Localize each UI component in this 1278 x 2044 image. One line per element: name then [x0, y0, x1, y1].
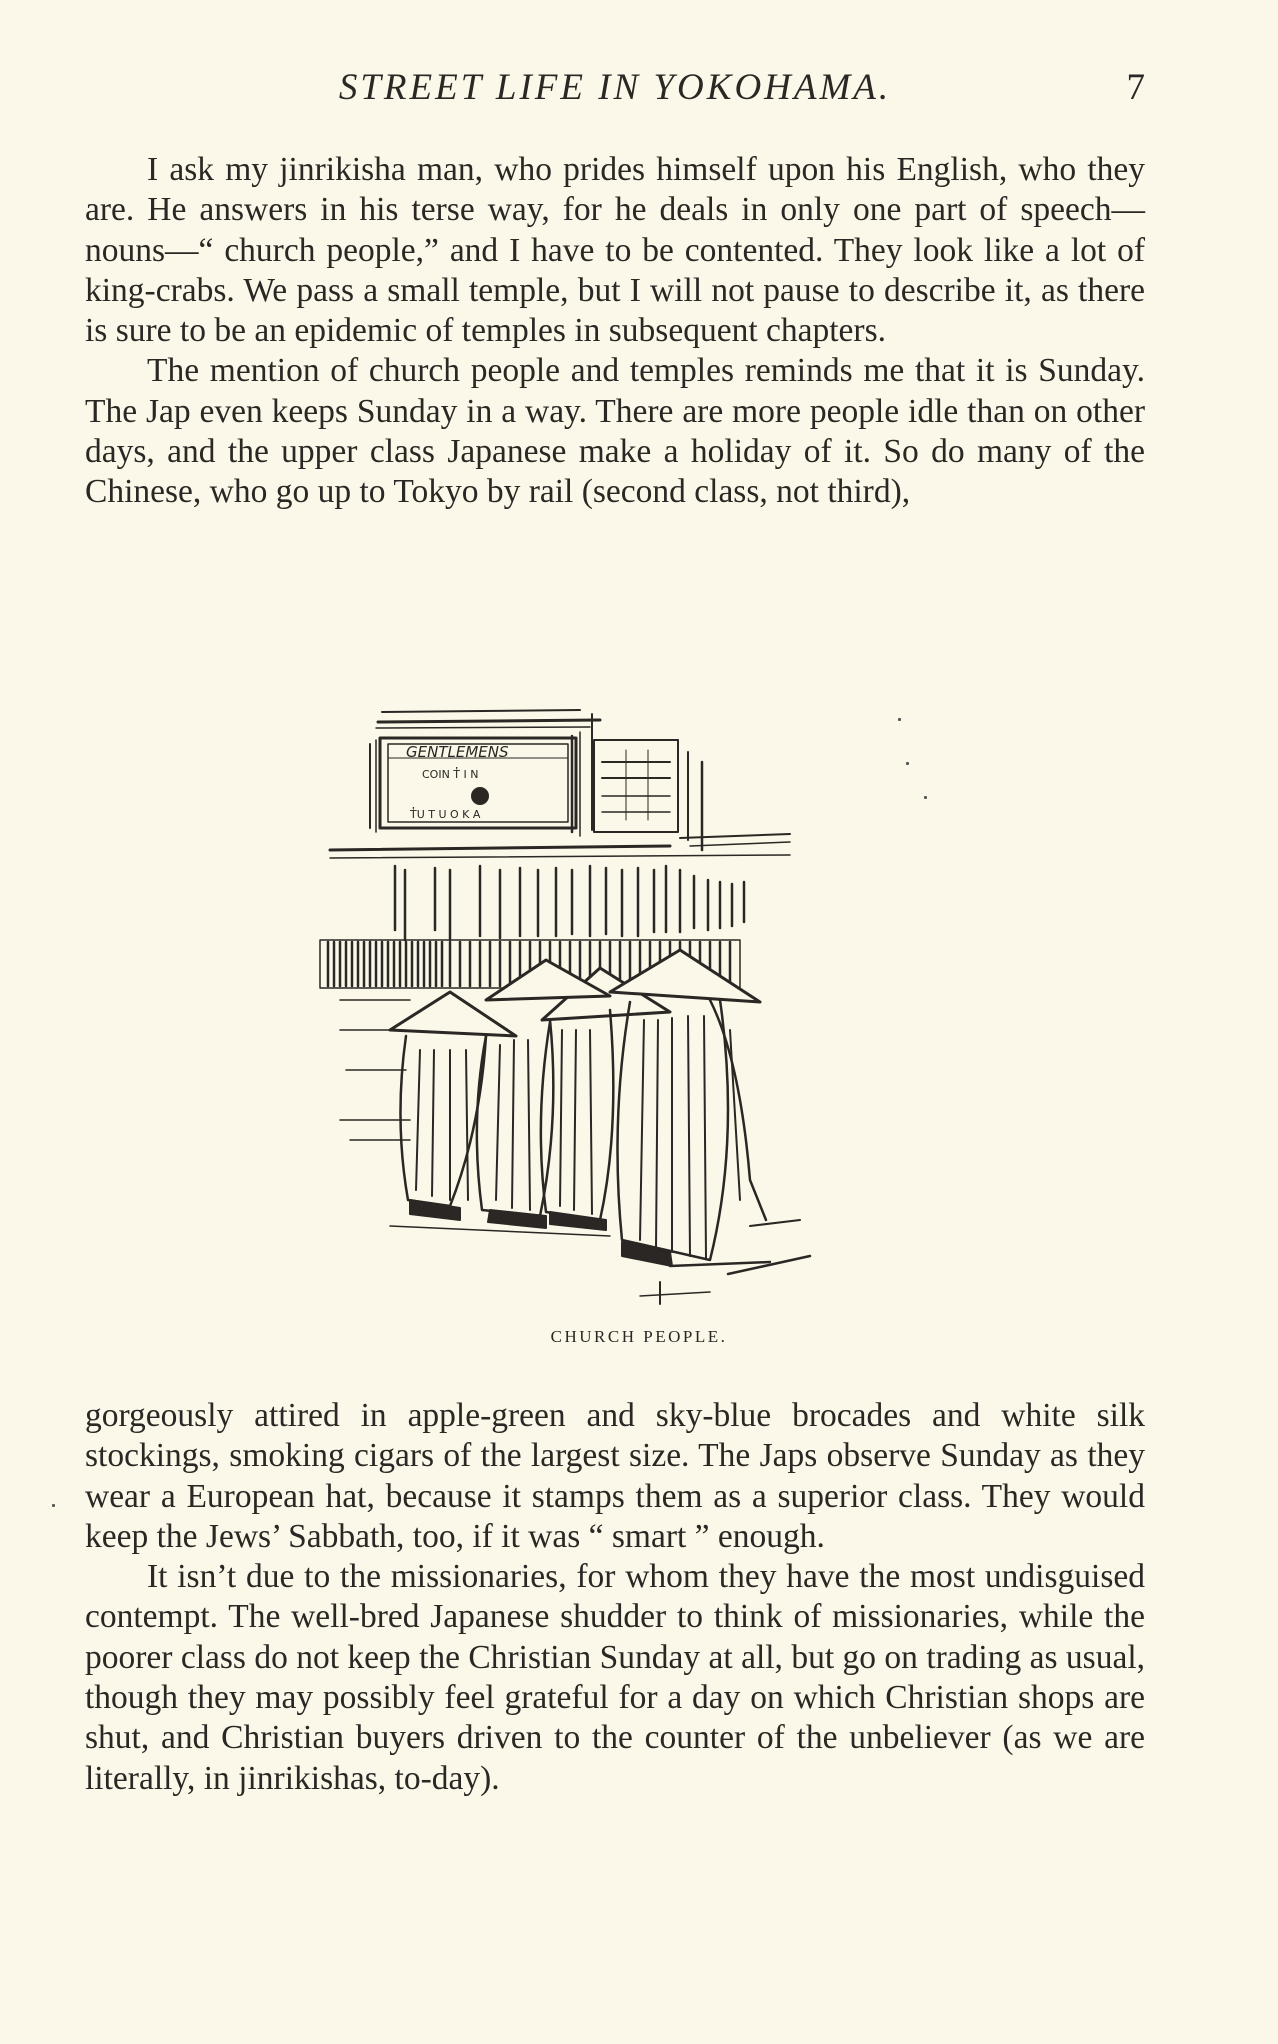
- paragraph: I ask my jinrikisha man, who prides himself upon his English, who they are. He answers in his terse way, for he deals in only one part of speech—nouns—“ church people,” and I have to be contented. They look like a lot of king-crabs. We pass a small temple, but I will not pause to describe it, as there is sure to be an epidemic of temples in subsequent chapters.: [85, 151, 1145, 350]
- illustration-drawing: [310, 700, 930, 1320]
- print-speck: [52, 1504, 55, 1507]
- figure-caption: CHURCH PEOPLE.: [550, 1327, 728, 1346]
- body-text-top: [85, 150, 1145, 513]
- print-speck: [898, 718, 901, 721]
- paragraph: The mention of church people and temples reminds me that it is Sunday. The Jap even keeps Sunday in a way. There are more people idle than on other days, and the upper class Japanese make a holiday of it. So do many of the Chinese, who go up to Tokyo by rail (second class, not third),: [85, 352, 1145, 511]
- page-number: 7: [1126, 67, 1145, 108]
- body-text-bottom: [85, 1396, 1145, 1799]
- running-title: STREET LIFE IN YOKOHAMA.: [338, 67, 892, 108]
- sign-text-1: GENTLEMENS: [406, 743, 509, 761]
- illustration-church-people: [310, 700, 930, 1320]
- print-speck: [924, 796, 927, 799]
- print-speck: [906, 762, 909, 765]
- sign-text-2: COIN T̔ I N: [422, 768, 479, 781]
- sign-text-3: T̔U T U O K A: [410, 808, 481, 821]
- paragraph: It isn’t due to the missionaries, for whom they have the most undisguised contempt. The well-bred Japanese shudder to think of missionaries, while the poorer class do not keep the Christian Sunday at all, but go on trading as usual, though they may possibly feel grateful for a day on which Christian shops are shut, and Christian buyers driven to the counter of the unbeliever (as we are literally, in jinrikishas, to-day).: [85, 1558, 1145, 1797]
- running-head: [85, 66, 1145, 116]
- paragraph: gorgeously attired in apple-green and sky-blue brocades and white silk stockings, smoking cigars of the largest size. The Japs observe Sunday as they wear a European hat, because it stamps them as a superior class. They would keep the Jews’ Sabbath, too, if it was “ smart ” enough.: [85, 1397, 1145, 1555]
